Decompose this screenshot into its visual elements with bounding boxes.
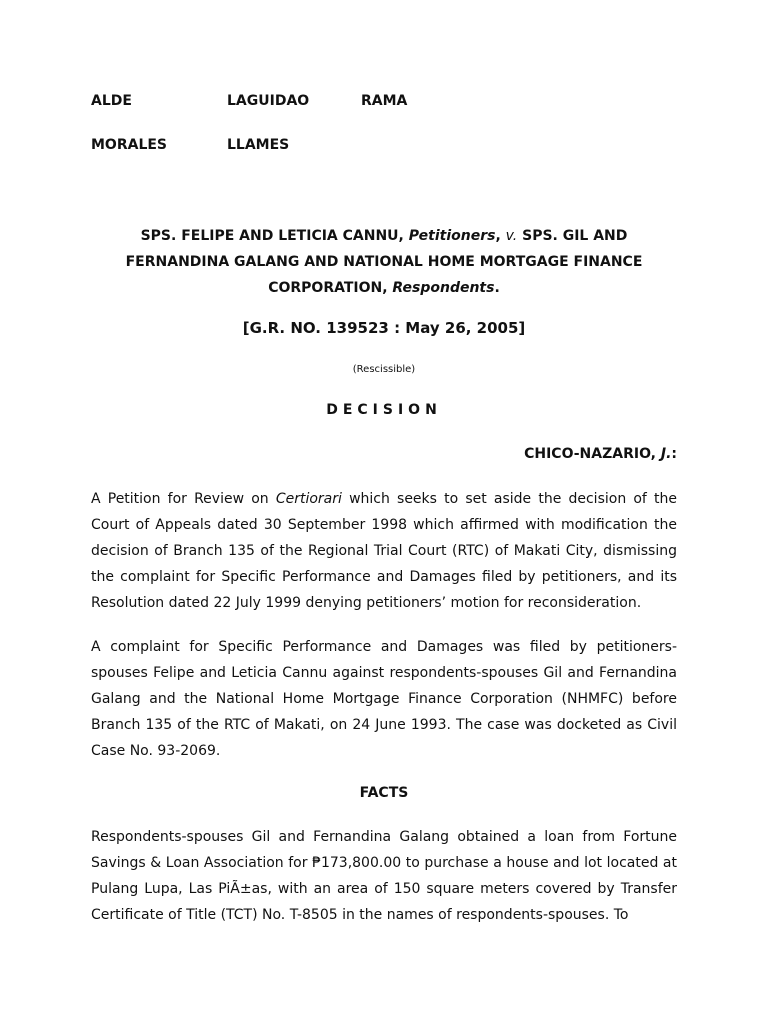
certiorari-term: Certiorari (275, 491, 342, 507)
decision-heading: DECISION (326, 402, 442, 418)
justice-name: LLAMES (227, 137, 290, 153)
paragraph-facts: Respondents-spouses Gil and Fernandina Galang obtained a loan from Fortune Savings & Loan Association for ₱173,800.00 to purchase a house and lot located at Pulang Lupa, Las PiÃ±as, with an area of 150 square meters covered by Transfer Certificate of Title (TCT) No. T-8505 in the names of respondents-spouses. To (91, 829, 677, 923)
justice-name: RAMA (361, 93, 408, 109)
justice-name: MORALES (91, 137, 168, 153)
case-title: SPS. FELIPE AND LETICIA CANNU, Petitioners, v. SPS. GIL AND FERNANDINA GALANG AND NATIONAL HOME MORTGAGE FINANCE CORPORATION, Respondents. (125, 228, 643, 296)
versus-label: v. (505, 228, 518, 244)
gr-number: [G.R. NO. 139523 : May 26, 2005] (242, 319, 526, 337)
justice-name: ALDE (91, 93, 132, 109)
paragraph-complaint: A complaint for Specific Performance and Damages was filed by petitioners-spouses Felipe and Leticia Cannu against respondents-spouses Gil and Fernandina Galang and the National Home Mortgage Finance Corporation (NHMFC) before Branch 135 of the RTC of Makati, on 24 June 1993. The case was docketed as Civil Case No. 93-2069. (91, 639, 677, 759)
classification-note: (Rescissible) (352, 364, 416, 375)
ponente: CHICO-NAZARIO, J.: (524, 446, 677, 462)
paragraph-petition: A Petition for Review on Certiorari which seeks to set aside the decision of the Court of Appeals dated 30 September 1998 which affirmed with modification the decision of Branch 135 of the Regional Trial Court (RTC) of Makati City, dismissing the complaint for Specific Performance and Damages filed by petitioners, and its Resolution dated 22 July 1999 denying petitioners’ motion for reconsideration. (91, 491, 677, 611)
facts-heading: FACTS (359, 785, 409, 801)
justice-name: LAGUIDAO (227, 93, 310, 109)
respondents-label: Respondents (392, 280, 495, 296)
petitioners-label: Petitioners (408, 228, 496, 244)
